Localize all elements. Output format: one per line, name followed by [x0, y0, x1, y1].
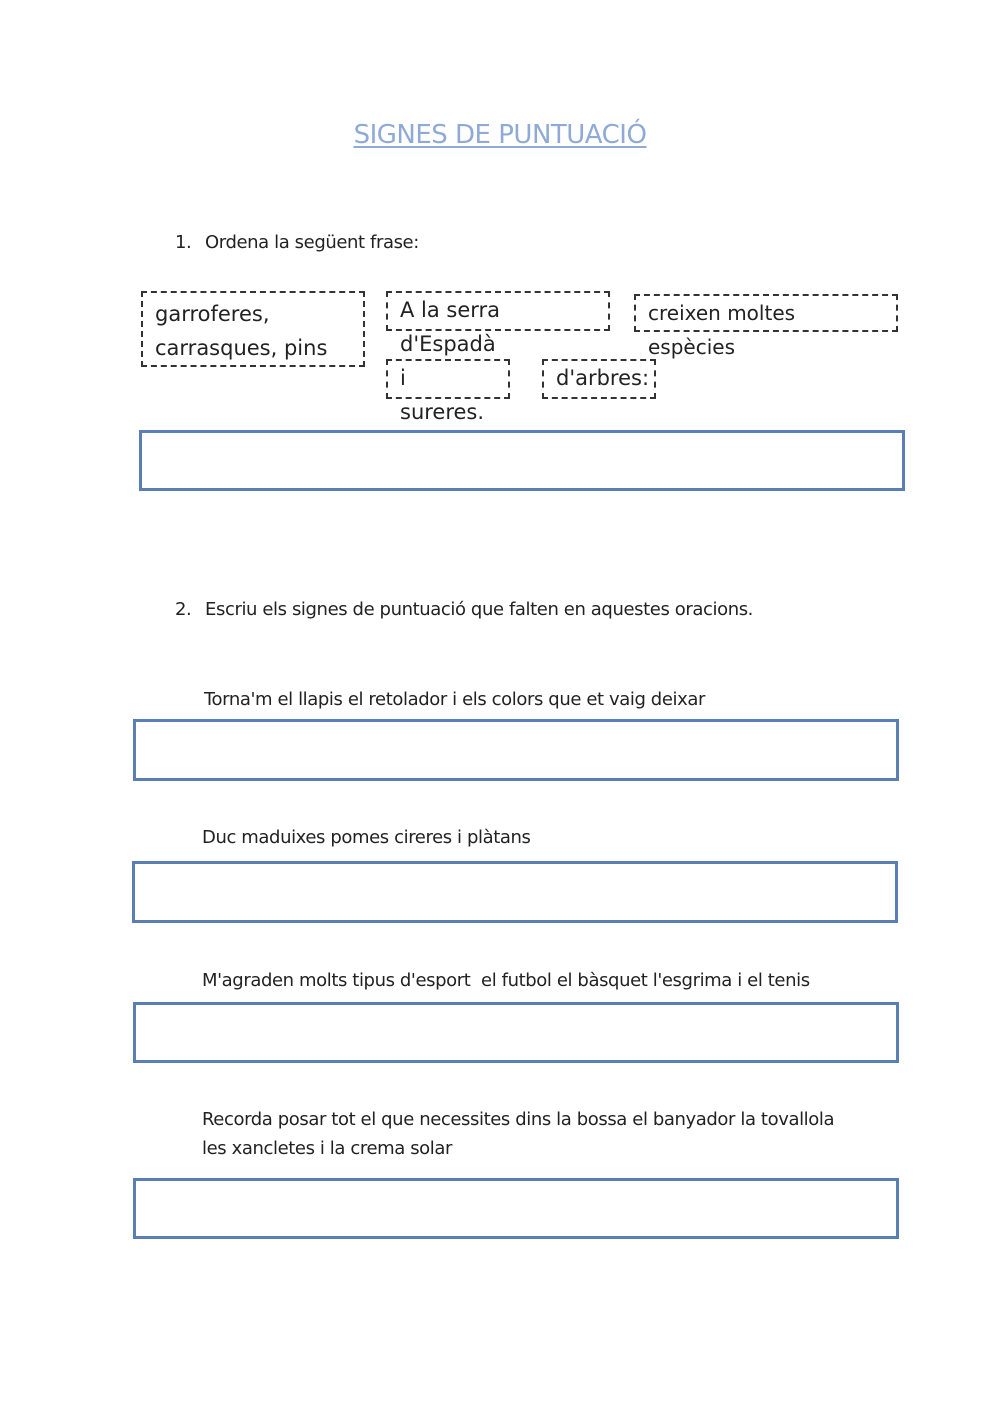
word-chip[interactable]: d'arbres: — [542, 359, 656, 399]
sentence-4-answer-input[interactable] — [133, 1178, 899, 1239]
word-chip[interactable]: garroferes, carrasques, pins — [141, 291, 365, 367]
question-1-number: 1. — [175, 232, 192, 253]
question-2-number: 2. — [175, 599, 192, 620]
question-1-text: Ordena la següent frase: — [205, 232, 419, 253]
sentence-2: Duc maduixes pomes cireres i plàtans — [202, 827, 531, 848]
sentence-3: M'agraden molts tipus d'esport el futbol el bàsquet l'esgrima i el tenis — [202, 970, 810, 991]
question-2-text: Escriu els signes de puntuació que falten en aquestes oracions. — [205, 599, 754, 620]
sentence-2-answer-input[interactable] — [132, 861, 898, 923]
question-1-prompt — [175, 232, 419, 253]
word-chip[interactable]: creixen moltes espècies — [634, 294, 898, 332]
word-chip[interactable]: i sureres. — [386, 359, 510, 399]
word-chip[interactable]: A la serra d'Espadà — [386, 291, 610, 331]
question-1-answer-input[interactable] — [139, 430, 905, 491]
sentence-1-answer-input[interactable] — [133, 719, 899, 781]
page-title: SIGNES DE PUNTUACIÓ — [353, 120, 647, 150]
sentence-1: Torna'm el llapis el retolador i els colors que et vaig deixar — [204, 689, 705, 710]
question-2-prompt — [175, 599, 753, 620]
sentence-4: Recorda posar tot el que necessites dins la bossa el banyador la tovallola les xancletes i la crema solar — [202, 1109, 835, 1159]
sentence-3-answer-input[interactable] — [133, 1002, 899, 1063]
